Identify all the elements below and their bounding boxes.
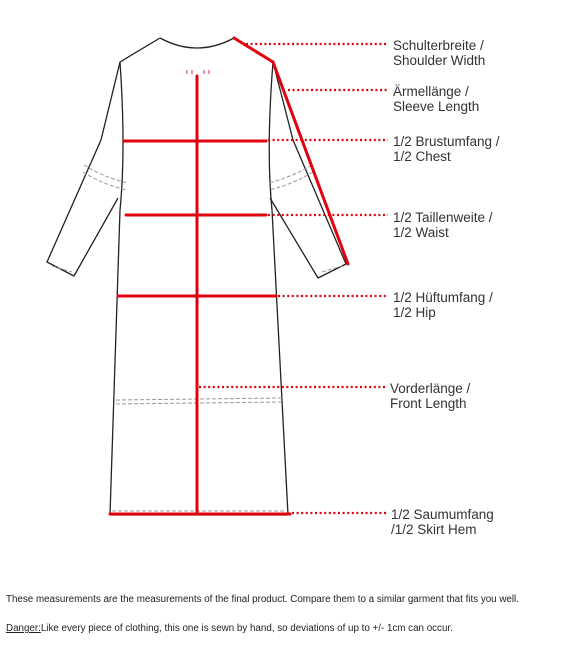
right-side	[269, 62, 288, 515]
danger-label: Danger:	[6, 623, 41, 634]
right-sleeve	[234, 38, 346, 278]
label-skirt-hem: 1/2 Saumumfang /1/2 Skirt Hem	[391, 507, 494, 537]
left-side	[110, 62, 123, 515]
shoulder-line	[234, 38, 273, 62]
label-front-length: Vorderlänge / Front Length	[390, 381, 471, 411]
label-chest: 1/2 Brustumfang / 1/2 Chest	[393, 134, 500, 164]
danger-note	[6, 623, 453, 634]
neckline	[160, 38, 234, 48]
left-sleeve	[47, 38, 160, 276]
sleeve-line	[273, 62, 348, 264]
label-hip: 1/2 Hüftumfang / 1/2 Hip	[393, 290, 493, 320]
danger-text: Like every piece of clothing, this one is sewn by hand, so deviations of up to +/- 1cm can occur.	[40, 623, 453, 634]
measurements-note: These measurements are the measurements of the final product. Compare them to a similar garment that fits you well.	[6, 594, 519, 605]
label-waist: 1/2 Taillenweite / 1/2 Waist	[393, 210, 493, 240]
neck-stitches	[187, 70, 209, 74]
label-sleeve-length: Ärmellänge / Sleeve Length	[393, 84, 480, 114]
measurement-lines	[110, 38, 348, 514]
label-shoulder-width: Schulterbreite / Shoulder Width	[393, 38, 486, 68]
